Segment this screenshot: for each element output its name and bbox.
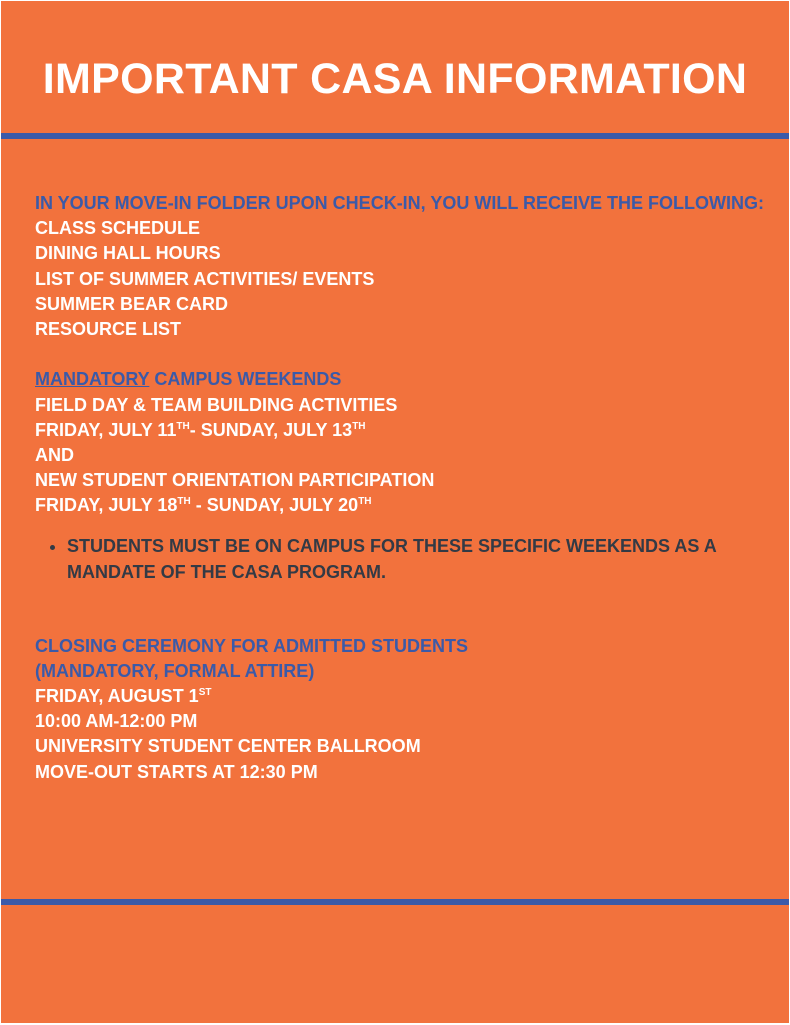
event2-end-suffix: TH xyxy=(358,496,372,508)
conjunction: AND xyxy=(35,445,74,466)
weekends-heading-rest: CAMPUS WEEKENDS xyxy=(149,369,342,390)
move-in-heading: IN YOUR MOVE-IN FOLDER UPON CHECK-IN, YOU WILL RECEIVE THE FOLLOWING: xyxy=(35,193,765,213)
info-content xyxy=(35,191,765,785)
event1-dates xyxy=(35,418,765,443)
move-in-item: CLASS SCHEDULE xyxy=(35,218,201,239)
event1-start: FRIDAY, JULY 11 xyxy=(35,419,177,440)
top-divider xyxy=(1,133,789,139)
move-out-time: MOVE-OUT STARTS AT 12:30 PM xyxy=(35,761,318,782)
ceremony-location: UNIVERSITY STUDENT CENTER BALLROOM xyxy=(35,736,421,757)
ceremony-date-text: FRIDAY, AUGUST 1 xyxy=(35,686,199,707)
event2-dates xyxy=(35,493,765,518)
move-in-item: SUMMER BEAR CARD xyxy=(35,293,228,314)
page-title: IMPORTANT CASA INFORMATION xyxy=(42,55,748,103)
mandatory-label: MANDATORY xyxy=(35,369,150,390)
ceremony-subheading: (MANDATORY, FORMAL ATTIRE) xyxy=(35,660,315,681)
bottom-divider xyxy=(1,899,789,905)
flyer-page xyxy=(1,1,789,1023)
ceremony-section xyxy=(35,634,765,785)
weekends-section xyxy=(35,367,765,585)
move-in-item: RESOURCE LIST xyxy=(35,319,182,340)
ceremony-date xyxy=(35,684,765,709)
event2-start: FRIDAY, JULY 18 xyxy=(35,495,178,516)
ceremony-time: 10:00 AM-12:00 PM xyxy=(35,711,198,732)
event1-end: - SUNDAY, JULY 13 xyxy=(189,419,353,440)
spacer xyxy=(35,586,765,634)
event1-end-suffix: TH xyxy=(352,420,366,432)
move-in-section xyxy=(35,191,765,342)
ceremony-date-suffix: ST xyxy=(198,687,212,699)
mandate-bullet: • STUDENTS MUST BE ON CAMPUS FOR THESE SPECIFIC WEEKENDS AS A MANDATE OF THE CASA PROGRAM. xyxy=(67,533,765,586)
event2-name: NEW STUDENT ORIENTATION PARTICIPATION xyxy=(35,470,435,491)
ceremony-heading: CLOSING CEREMONY FOR ADMITTED STUDENTS xyxy=(35,635,469,656)
event2-end: - SUNDAY, JULY 20 xyxy=(190,495,359,516)
spacer xyxy=(35,342,765,367)
move-in-item: DINING HALL HOURS xyxy=(35,243,221,264)
move-in-item: LIST OF SUMMER ACTIVITIES/ EVENTS xyxy=(35,268,375,289)
mandate-list xyxy=(35,533,765,586)
weekends-heading xyxy=(35,367,765,392)
event2-start-suffix: TH xyxy=(177,496,191,508)
event1-start-suffix: TH xyxy=(176,420,190,432)
event1-name: FIELD DAY & TEAM BUILDING ACTIVITIES xyxy=(35,394,398,415)
